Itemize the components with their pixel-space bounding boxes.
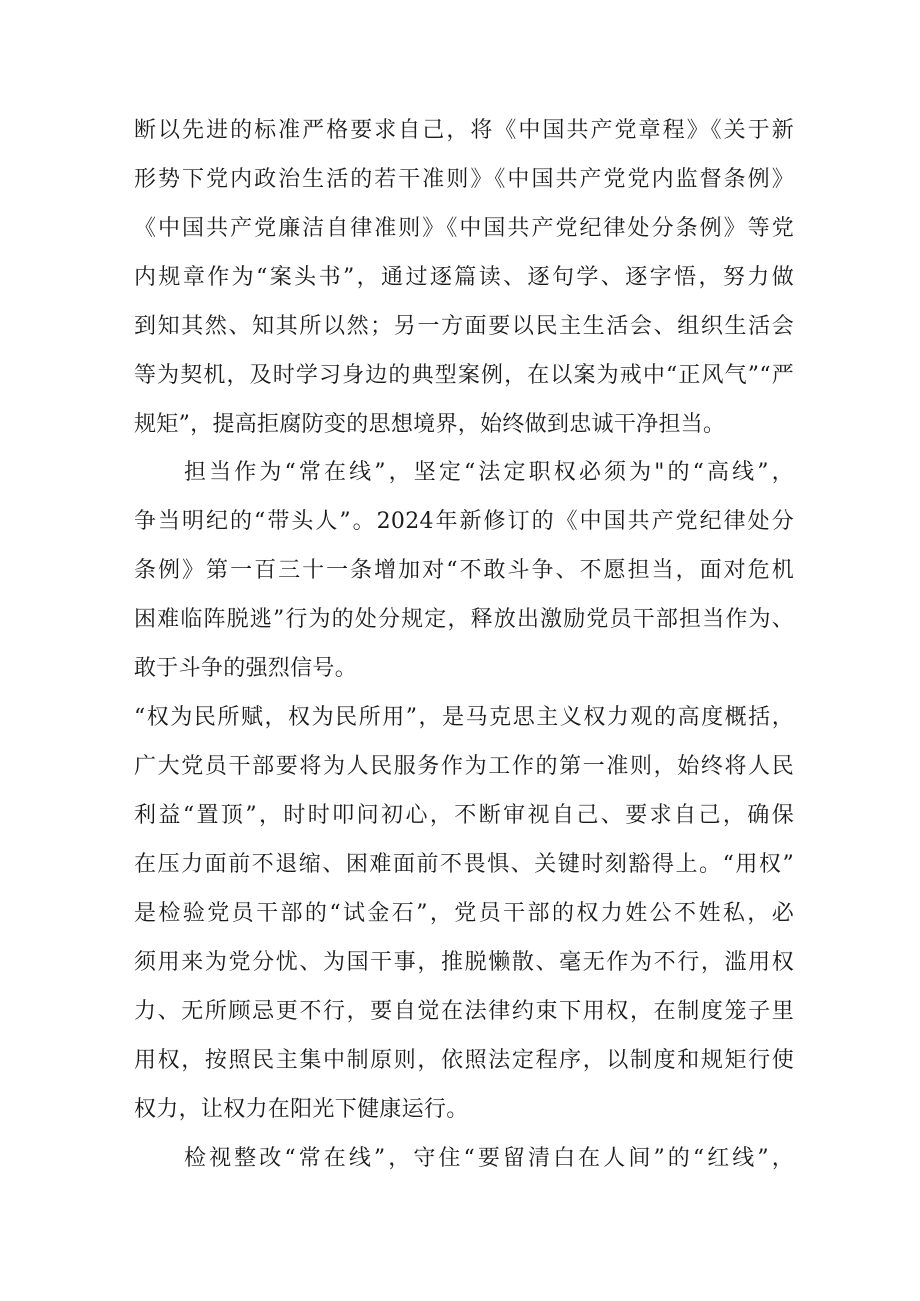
- text-line: 规矩”，提高拒腐防变的思想境界，始终做到忠诚干净担当。: [134, 412, 726, 437]
- text-line: 内规章作为“案头书”，通过逐篇读、逐句学、逐字悟，努力做: [134, 265, 794, 290]
- text-line: 力、无所顾忌更不行，要自觉在法律约束下用权，在制度笼子里: [134, 999, 794, 1024]
- text-line: 权力，让权力在阳光下健康运行。: [134, 1097, 469, 1122]
- text-line: 形势下党内政治生活的若干准则》《中国共产党党内监督条例》: [134, 167, 794, 192]
- text-line: 争当明纪的“带头人”。2024年新修订的《中国共产党纪律处分: [134, 509, 794, 534]
- text-line: 在压力面前不退缩、困难面前不畏惧、关键时刻豁得上。“用权”: [134, 852, 794, 877]
- text-line: 须用来为党分忧、为国干事，推脱懒散、毫无作为不行，滥用权: [134, 950, 794, 975]
- text-line: 到知其然、知其所以然；另一方面要以民主生活会、组织生活会: [134, 314, 794, 339]
- paragraph-2: [134, 448, 794, 693]
- text-line: 断以先进的标准严格要求自己，将《中国共产党章程》《关于新: [134, 118, 794, 143]
- paragraph-4: [134, 1134, 794, 1183]
- text-line: 检视整改“常在线”，守住“要留清白在人间”的“红线”，: [184, 1146, 794, 1171]
- paragraph-1: [134, 106, 794, 449]
- text-line: 困难临阵脱逃”行为的处分规定，释放出激励党员干部担当作为、: [134, 607, 794, 632]
- paragraph-3: [134, 693, 794, 1134]
- text-line: 《中国共产党廉洁自律准则》《中国共产党纪律处分条例》等党: [134, 216, 794, 241]
- text-line: 条例》第一百三十一条增加对“不敢斗争、不愿担当，面对危机: [134, 558, 794, 583]
- text-line: “权为民所赋，权为民所用”，是马克思主义权力观的高度概括，: [134, 705, 794, 730]
- text-line: 担当作为“常在线”，坚定“法定职权必须为"的“高线”，: [184, 460, 794, 485]
- text-line: 利益“置顶”，时时叩问初心，不断审视自己、要求自己，确保: [134, 803, 794, 828]
- text-line: 是检验党员干部的“试金石”，党员干部的权力姓公不姓私，必: [134, 901, 794, 926]
- text-line: 敢于斗争的强烈信号。: [134, 656, 358, 681]
- text-line: 广大党员干部要将为人民服务作为工作的第一准则，始终将人民: [134, 754, 794, 779]
- text-line: 等为契机，及时学习身边的典型案例，在以案为戒中“正风气”“严: [134, 363, 794, 388]
- text-line: 用权，按照民主集中制原则，依照法定程序，以制度和规矩行使: [134, 1048, 794, 1073]
